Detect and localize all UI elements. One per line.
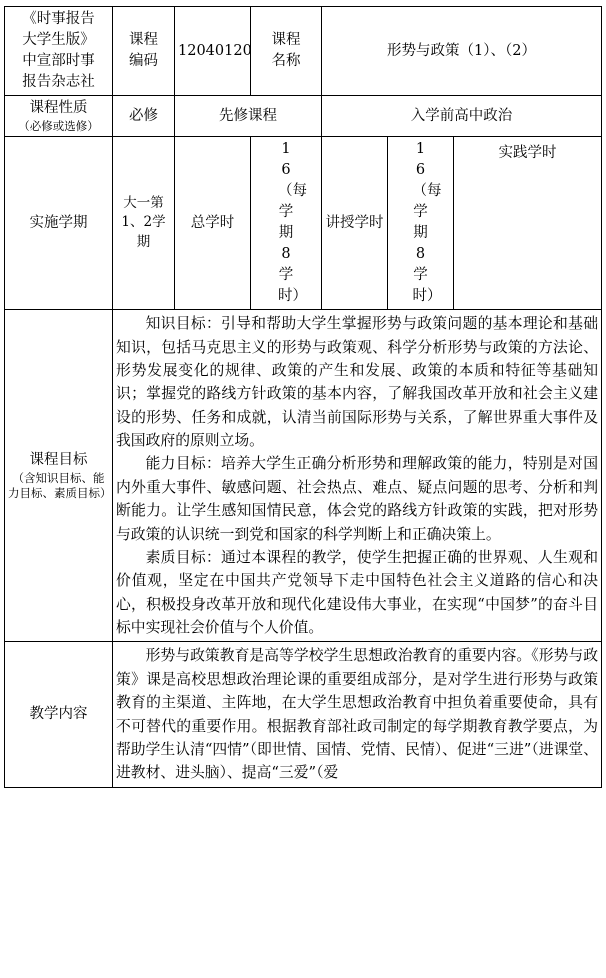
objective-paragraph-quality: 素质目标：通过本课程的教学，使学生把握正确的世界观、人生观和价值观，坚定在中国共产党领导下走中国特色社会主义道路的信心和决心，积极投身改革开放和现代化建设伟大事业，在实现“中国梦”的奋斗目标中实现社会价值与个人价值。 — [116, 548, 598, 637]
term-value: 大一第1、2学期 — [113, 137, 175, 310]
textbook-title-line-1: 《时事报告 — [22, 11, 95, 27]
course-name-label-line-1: 课程 — [271, 32, 301, 49]
total-hours-value — [251, 137, 322, 310]
course-code-label-line-1: 课程 — [129, 32, 158, 49]
course-code-value: 12040120 — [175, 7, 251, 96]
total-hours-label: 总学时 — [175, 137, 251, 310]
table-row-term-hours — [5, 137, 602, 310]
course-nature-value: 必修 — [113, 96, 175, 137]
course-syllabus-table — [4, 6, 602, 788]
practice-hours-label: 实践学时 — [498, 145, 557, 162]
course-objectives-content — [113, 310, 602, 642]
table-row-teaching-content — [5, 642, 602, 787]
objective-paragraph-knowledge: 知识目标：引导和帮助大学生掌握形势与政策问题的基本理论和基础知识，包括马克思主义的形势与政策观、科学分析形势与政策的方法论、形势发展变化的规律、政策的产生和发展、政策的本质和特征等基础知识；掌握党的路线方针政策的基本内容，了解我国改革开放和社会主义建设的形势、任务和成就，认清当前国际形势与关系，了解世界重大事件及我国政府的原则立场。 — [116, 315, 598, 450]
course-code-label — [113, 7, 175, 96]
table-row-course-nature — [5, 96, 602, 137]
course-nature-label — [5, 96, 113, 137]
total-hours-value-text: 16（每学期8学时） — [278, 141, 308, 305]
course-objectives-label — [5, 310, 113, 642]
prerequisite-value: 入学前高中政治 — [322, 96, 602, 137]
teaching-content-body — [113, 642, 602, 787]
course-nature-label-main: 课程性质 — [29, 100, 88, 117]
table-row-course-identity — [5, 7, 602, 96]
teaching-content-label: 教学内容 — [5, 642, 113, 787]
term-label: 实施学期 — [5, 137, 113, 310]
textbook-title-line-2: 大学生版》 — [22, 32, 95, 49]
prerequisite-label: 先修课程 — [175, 96, 322, 137]
course-objectives-label-sub: （含知识目标、能力目标、素质目标） — [8, 470, 112, 501]
lecture-hours-value-text: 16（每学期8学时） — [412, 141, 442, 305]
practice-hours-cell — [454, 137, 602, 310]
textbook-title-line-4: 报告杂志社 — [22, 74, 95, 91]
textbook-title-line-3: 中宣部时事 — [22, 53, 95, 70]
textbook-title-cell — [5, 7, 113, 96]
course-nature-label-sub: （必修或选修） — [18, 119, 99, 134]
teaching-content-paragraph-1: 形势与政策教育是高等学校学生思想政治教育的重要内容。《形势与政策》课是高校思想政治理论课的重要组成部分，是对学生进行形势与政策教育的主渠道、主阵地，在大学生思想政治教育中担负着重要使命，具有不可替代的重要作用。根据教育部社政司制定的每学期教育教学要点，为帮助学生认清“四情”（即世情、国情、党情、民情）、促进“三进”（进课堂、进教材、进头脑）、提高“三爱”（爱 — [116, 647, 598, 782]
course-name-value: 形势与政策（1）、（2） — [322, 7, 602, 96]
course-code-label-line-2: 编码 — [129, 53, 158, 70]
course-name-label-line-2: 名称 — [271, 53, 301, 70]
course-name-label — [251, 7, 322, 96]
lecture-hours-label: 讲授学时 — [322, 137, 388, 310]
table-row-course-objectives — [5, 310, 602, 642]
objective-paragraph-ability: 能力目标：培养大学生正确分析形势和理解政策的能力，特别是对国内外重大事件、敏感问题、社会热点、难点、疑点问题的思考、分析和判断能力。让学生感知国情民意，体会党的路线方针政策的实践，把对形势与政策的认识统一到党和国家的科学判断上和正确决策上。 — [116, 455, 598, 543]
lecture-hours-value — [388, 137, 454, 310]
course-objectives-label-main: 课程目标 — [29, 451, 88, 468]
